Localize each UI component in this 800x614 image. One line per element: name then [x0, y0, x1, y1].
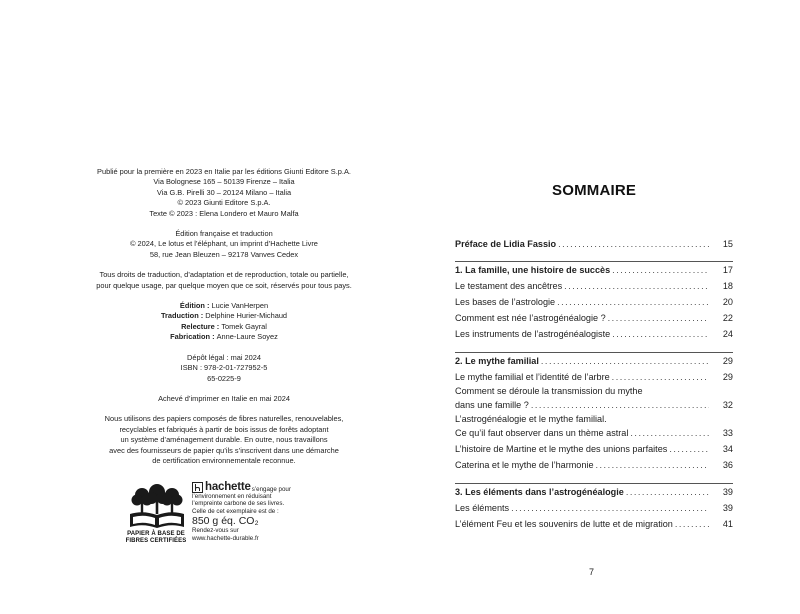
table-of-contents: [455, 236, 733, 532]
publication-block: [58, 167, 390, 219]
toc-item[interactable]: Le mythe familial et l’identité de l’arbre ..... 29: [455, 369, 733, 385]
credit-line: Relecture : Tomek Gayral: [181, 321, 267, 331]
publication-line: Publié pour la première en 2023 en Italie par les éditions Giunti Editore S.p.A.: [97, 167, 351, 176]
hachette-carbon-label: [192, 482, 332, 542]
page-title: SOMMAIRE: [552, 182, 637, 199]
edition-line: Édition française et traduction: [175, 229, 273, 239]
printed-line: Achevé d’imprimer en Italie en mai 2024: [158, 393, 290, 403]
publication-line: © 2023 Giunti Editore S.p.A.: [177, 198, 271, 208]
toc-item[interactable]: Comment est née l’astrogénéalogie ? ..... 22: [455, 310, 733, 326]
toc-item[interactable]: Le testament des ancêtres ..... 18: [455, 278, 733, 294]
toc-item[interactable]: L’élément Feu et les souvenirs de lutte et de migration ..... 41: [455, 516, 733, 532]
french-edition-block: [58, 229, 390, 260]
toc-item[interactable]: Caterina et le mythe de l’harmonie ..... 36: [455, 457, 733, 473]
toc-item[interactable]: Les bases de l’astrologie ..... 20: [455, 294, 733, 310]
toc-chapter-3[interactable]: 3. Les éléments dans l’astrogénéalogie ..... 39: [455, 484, 733, 500]
edition-line: © 2024, Le lotus et l’éléphant, un imprint d’Hachette Livre: [130, 239, 318, 249]
toc-item[interactable]: Les instruments de l’astrogénéalogiste ..... 24: [455, 326, 733, 342]
credit-line: Traduction : Delphine Hurier-Michaud: [160, 311, 288, 321]
carbon-text: l’environnement en réduisant: [192, 493, 272, 500]
environment-line: recyclables et fabriqués à partir de bois issus de forêts adoptant: [119, 424, 329, 434]
certified-fibres-seal: [124, 482, 190, 548]
edition-code: 65-0225-9: [207, 373, 241, 383]
toc-chapter-2[interactable]: 2. Le mythe familial ..... 29: [455, 353, 733, 369]
hachette-url: www.hachette-durable.fr: [192, 534, 259, 542]
publication-line: Via Bolognese 165 – 50139 Firenze – Italia: [153, 177, 295, 187]
publication-line: Via G.B. Pirelli 30 – 20124 Milano – Italia: [156, 187, 292, 197]
hachette-logo-icon: [192, 482, 203, 493]
toc-chapter-1[interactable]: 1. La famille, une histoire de succès ..... 17: [455, 262, 733, 278]
toc-preface[interactable]: Préface de Lidia Fassio ..... 15: [455, 236, 733, 252]
environment-block: [58, 414, 390, 466]
carbon-text: Celle de cet exemplaire est de :: [192, 507, 279, 515]
toc-item[interactable]: dans une famille ? ..... 32: [455, 397, 733, 413]
legal-block: [58, 353, 390, 384]
rights-line: pour quelque usage, par quelque moyen que ce soit, réservés pour tous pays.: [96, 280, 352, 290]
toc-item-first-line: L’astrogénéalogie et le mythe familial.: [455, 414, 607, 424]
isbn: ISBN : 978-2-01-727952-5: [180, 363, 268, 373]
edition-line: 58, rue Jean Bleuzen – 92178 Vanves Cedex: [149, 249, 299, 259]
co2-value: 850 g éq. CO₂: [192, 515, 259, 528]
toc-item[interactable]: Les éléments ..... 39: [455, 500, 733, 516]
printed-block: [58, 394, 390, 404]
environment-line: avec des fournisseurs de papier qu’ils s’inscrivent dans une démarche: [109, 445, 339, 455]
trees-book-icon: [124, 482, 190, 532]
hachette-brand: hachette s’engage pour: [192, 482, 332, 493]
carbon-text: Rendez-vous sur: [192, 527, 239, 535]
publication-line: Texte © 2023 : Elena Londero et Mauro Malfa: [149, 208, 299, 218]
environment-line: de certification environnementale reconnue.: [152, 455, 296, 465]
rights-line: Tous droits de traduction, d’adaptation et de reproduction, totale ou partielle,: [99, 270, 349, 280]
eco-labels: [124, 482, 324, 552]
rights-block: [58, 270, 390, 291]
credit-line: Édition : Lucie VanHerpen: [179, 301, 269, 311]
credit-line: Fabrication : Anne-Laure Soyez: [170, 332, 278, 342]
environment-line: Nous utilisons des papiers composés de fibres naturelles, renouvelables,: [104, 414, 344, 424]
toc-item[interactable]: Ce qu’il faut observer dans un thème astral ..... 33: [455, 425, 733, 441]
page-number: 7: [589, 567, 595, 577]
environment-line: un système d’aménagement durable. En outre, nous travaillons: [120, 435, 328, 445]
colophon: [58, 167, 390, 476]
legal-deposit: Dépôt légal : mai 2024: [187, 352, 261, 362]
seal-text: PAPIER À BASE DE FIBRES CERTIFIÉES: [125, 531, 187, 545]
credits-block: [58, 301, 390, 343]
carbon-text: l’empreinte carbone de ses livres.: [192, 500, 285, 508]
toc-item[interactable]: L’histoire de Martine et le mythe des unions parfaites ..... 34: [455, 441, 733, 457]
toc-item-first-line: Comment se déroule la transmission du mythe: [455, 386, 643, 396]
